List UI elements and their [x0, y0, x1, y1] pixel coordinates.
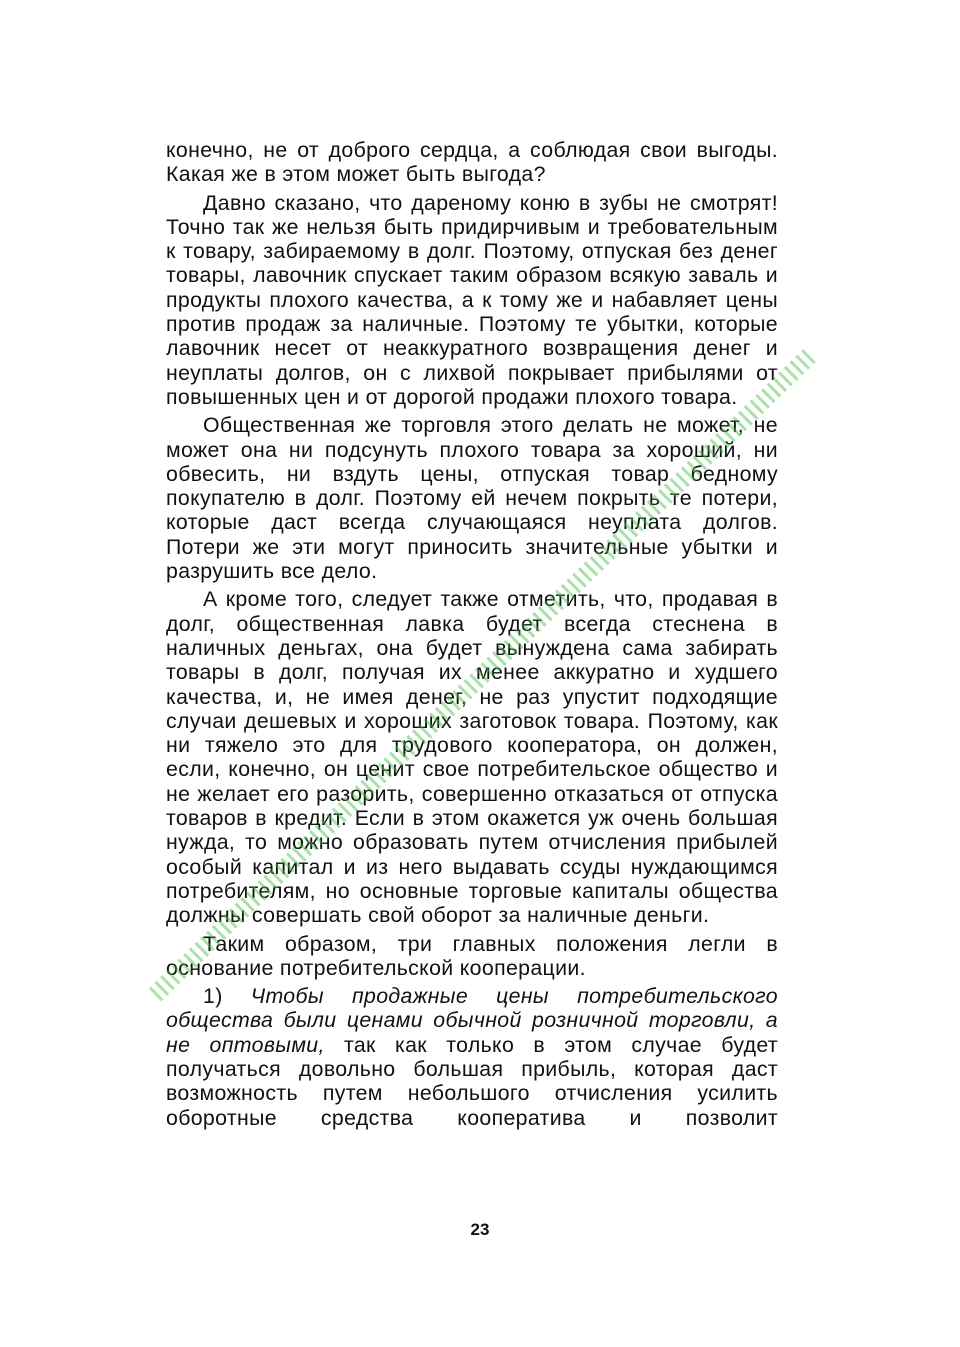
page-number: 23 [470, 1220, 490, 1239]
numbered-item [166, 984, 778, 1130]
paragraph: Давно сказано, что дареному коню в зубы не смотрят! Точно так же нельзя быть придирчивым и требовательным к товару, забираемому в долг. Поэтому, отпуская без денег товары, лавочник спускает таким образом всякую заваль и продукты плохого качества, а к тому же и набавляет цены против продаж за наличные. Поэтому те убытки, которые лавочник несет от неаккуратного возвращения денег и неуплаты долгов, он с лихвой покрывает прибылями от повышенных цен и от дорогой продажи плохого товара. [166, 190, 778, 409]
item-text: так как только в этом случае будет получаться довольно большая прибыль, которая даст возможность путем небольшого отчисления усилить оборотные средства кооператива и позволит [166, 1032, 778, 1130]
paragraph: конечно, не от доброго сердца, а соблюдая свои выгоды. Какая же в этом может быть выгода? [166, 138, 778, 187]
body-text [166, 138, 778, 1134]
item-number: 1) [203, 984, 223, 1009]
paragraph: А кроме того, следует также отметить, что, продавая в долг, общественная лавка будет всегда стеснена в наличных деньгах, она будет вынуждена сама забирать товары в долг, получая их менее аккуратно и худшего качества, и, не имея денег, не раз упустит подходящие случаи дешевых и хороших заготовок товара. Поэтому, как ни тяжело это для трудового кооператора, он должен, если, конечно, он ценит свое потребительское общество и не желает его разорить, совершенно отказаться от отпуска товаров в кредит. Если в этом окажется уж очень большая нужда, то можно образовать путем отчисления прибылей особый капитал и из него выдавать ссуды нуждающимся потребителям, но основные торговые капиталы общества должны совершать свой оборот за наличные деньги. [166, 587, 778, 928]
paragraph: Общественная же торговля этого делать не может, не может она ни подсунуть плохого товара за хороший, ни обвесить, ни вздуть цены, отпуская товар бедному покупателю в долг. Поэтому ей нечем покрыть те потери, которые даст всегда случающаяся неуплата долгов. Потери же эти могут приносить значительные убытки и разрушить все дело. [166, 413, 778, 584]
paragraph: Таким образом, три главных положения легли в основание потребительской кооперации. [166, 931, 778, 980]
item-emphasis: Чтобы продажные цены потребительского общества были ценами обычной розничной торговли, а не оптовыми, [166, 984, 778, 1057]
